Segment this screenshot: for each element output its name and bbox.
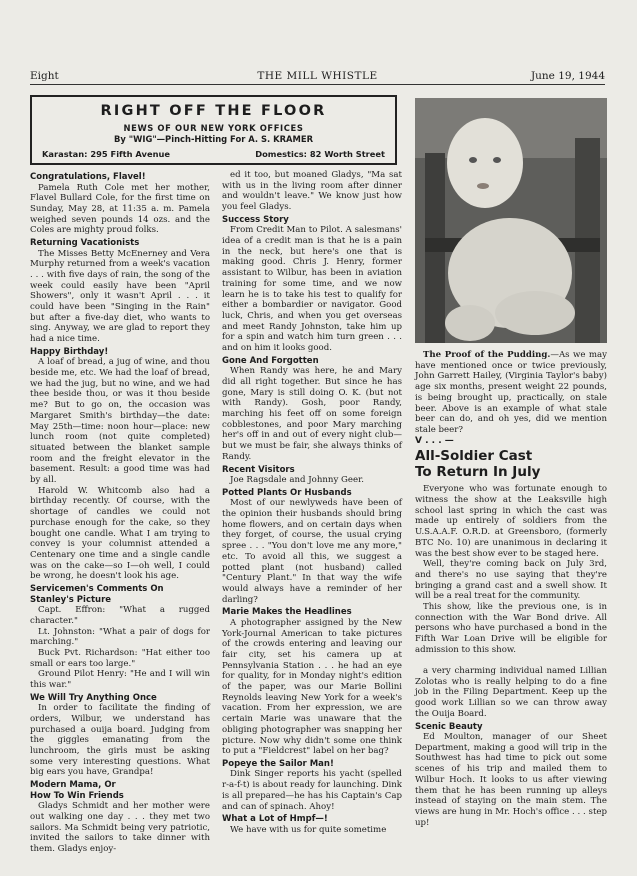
paragraph: The Misses Betty McEnerney and Vera Murphy returned from a week's vacation . . . with five days of rain, the song of the week could easily have been "April Showers", only it wasn't April . . . it could have been "Singing in the Rain" but after a five-day diet, who wants to sing. Anyway, we are glad to report they had a nice time. — [30, 248, 210, 345]
column-subtitle: NEWS OF OUR NEW YORK OFFICES — [123, 123, 304, 133]
section-heading — [30, 238, 210, 249]
section-heading — [222, 759, 402, 770]
paragraph: In order to facilitate the finding of orders, Wilbur, we understand has purchased a ouija board. Judging from the giggles emanating from the lunchroom, the girls must be asking some very interesting questions. What big ears you have, Grandpa! — [30, 703, 210, 778]
article-headline — [415, 448, 607, 480]
issue-date: June 19, 1944 — [530, 70, 605, 82]
photo-caption — [415, 350, 607, 436]
section-heading — [30, 584, 210, 605]
paragraph: Buck Pvt. Richardson: "Hat either too small or ears too large." — [30, 647, 210, 669]
section-heading — [30, 780, 210, 801]
paragraph: Pamela Ruth Cole met her mother, Flavel Bullard Cole, for the first time on Sunday, May 28, at 11:35 a. m. Pamela weighed seven pounds 14 ozs. and the Coles are mighty proud folks. — [30, 182, 210, 236]
paragraph: Ed Moulton, manager of our Sheet Department, making a good will trip in the Southwest has had time to pick out some scenes of his trip and mailed them to Wilbur Hoch. It looks to us after viewing them that he has been running up alleys instead of staying on the main stem. The views are hung in Mr. Hoch's office . . . step up! — [415, 732, 607, 828]
caption-text: —As we may have mentioned once or twice previously, John Garrett Hailey, (Virginia Taylor's baby) age six months, present weight 22 pounds, is being brought up, practically, on stale beer. Above is an example of what stale beer can do, and oh yes, did we mention stale beer? — [415, 350, 607, 435]
paragraph: Ground Pilot Henry: "He and I will win this war." — [30, 669, 210, 691]
heading-line: Gone And Forgotten — [222, 355, 319, 366]
paragraph: We have with us for quite sometime — [230, 824, 387, 835]
newspaper-name: THE MILL WHISTLE — [257, 70, 378, 82]
headline-line-1: All-Soldier Cast — [415, 448, 533, 465]
section-heading — [222, 814, 402, 825]
heading-line: Recent Visitors — [222, 464, 295, 475]
caption-lead: The Proof of the Pudding. — [423, 350, 551, 360]
heading-line: Marie Makes the Headlines — [222, 607, 352, 618]
heading-line: Servicemen's Comments On — [30, 584, 164, 595]
paragraph: a very charming individual named Lillian Zolotas who is really helping to do a fine job in the Filing Department. Keep up the good work Lillian so we can throw away the Ouija Board. — [415, 666, 607, 719]
section-heading — [222, 215, 402, 226]
heading-line: Potted Plants Or Husbands — [222, 487, 352, 498]
article-paragraph: Everyone who was fortunate enough to witness the show at the Leaksville high school last spring in which the cast was made up entirely of soldiers from the U.S.A.A.F. O.R.D. at Greensboro, (formerly BTC No. 10) are unanimous in declaring it was the best show ever to be staged here. — [415, 484, 607, 559]
column-title: RIGHT OFF THE FLOOR — [100, 103, 327, 119]
heading-line: Congratulations, Flavel! — [30, 172, 146, 182]
article-separator: V . . . — — [415, 435, 454, 446]
paragraph: Harold W. Whitcomb also had a birthday recently. Of course, with the shortage of candles we could not purchase enough for the cake, so they bought one candle. What I am trying to convey is your columnist attended a Centenary one time and a single candle was on the cake—so I—oh well, I could be wrong, he doesn't look his age. — [30, 485, 210, 582]
text-column-2 — [222, 170, 402, 835]
heading-line: Returning Vacationists — [30, 238, 140, 249]
section-heading — [222, 356, 402, 367]
section-heading — [30, 172, 210, 183]
headline-line-2: To Return In July — [415, 464, 541, 481]
section-heading — [30, 693, 210, 704]
section-heading — [30, 347, 210, 358]
paragraph: Capt. Effron: "What a rugged character." — [30, 605, 210, 626]
heading-line: Scenic Beauty — [415, 721, 483, 732]
page-number: Eight — [30, 70, 59, 82]
paragraph: From Credit Man to Pilot. A salesmans' idea of a credit man is that he is a pain in the neck, but here's one that is making good. Chris J. Henry, former assistant to Wilbur, has been in aviation training for some time, and we now learn he is to take his test to qualify for either a bombardier or navigator. Good luck, Chris, and when you get overseas and meet Randy Johnston, take him up for a spin and watch him turn green . . . and on him it looks good. — [222, 225, 402, 354]
paragraph: A photographer assigned by the New York-Journal American to take pictures of the crowds entering and leaving our fair city, set his camera up at Pennsylvania Station . . . he had an eye for quality, for in Monday night's edition of the paper, was our Marie Bollini Reynolds leaving New York for a week's vacation. From her expression, we are certain Marie was unaware that the obliging photographer was snapping her picture. Now why didn't some one think to put a "Fieldcrest" label on her bag? — [222, 617, 402, 757]
page-header — [30, 70, 605, 85]
article-paragraph: This show, like the previous one, is in connection with the War Bond drive. All persons who have purchased a bond in the Fifth War Loan Drive will be eligible for admission to this show. — [415, 602, 607, 655]
article-paragraph: Well, they're coming back on July 3rd, and there's no use saying that they're bringing a grand cast and a swell show. It will be a real treat for the community. — [415, 559, 607, 602]
heading-line: Modern Mama, Or — [30, 780, 116, 791]
photo-caption-and-article — [415, 350, 607, 656]
heading-line: Stanley's Picture — [30, 594, 112, 605]
baby-photo-image — [415, 98, 607, 343]
karastan-address: Karastan: 295 Fifth Avenue — [42, 149, 171, 159]
heading-line: Success Story — [222, 214, 289, 225]
paragraph: ed it too, but moaned Gladys, "Ma sat with us in the living room after dinner and wouldn't leave." We know just how you feel Gladys. — [222, 170, 402, 213]
paragraph: Dink Singer reports his yacht (spelled r-a-f-t) is about ready for launching. Dink is all prepared—he has his Captain's Cap and can of spinach. Ahoy! — [222, 769, 402, 812]
section-heading — [222, 465, 402, 476]
paragraph: When Randy was here, he and Mary did all right together. But since he has gone, Mary is still doing O. K. (but not with Randy). Gosh, poor Randy, marching his feet off on some foreign cobblestones, and poor Mary marching her's off in and out of every night club—but we must be fair, she always thinks of Randy. — [222, 366, 402, 462]
paragraph: Most of our newlyweds have been of the opinion their husbands should bring home flowers, and on certain days when they forget, of course, the usual crying spree . . . "You don't love me any more," etc. To avoid all this, we suggest a potted plant (not husband) called "Century Plant." In that way the wife would always have a reminder of her darling? — [222, 498, 402, 605]
heading-line: How To Win Friends — [30, 790, 124, 801]
paragraph: Joe Ragsdale and Johnny Geer. — [230, 475, 364, 486]
paragraph: A loaf of bread, a jug of wine, and thou beside me, etc. We had the loaf of bread, we had the jug, but no wine, and we had thee beside thou, or was it thou beside me? But to go on, the occasion was Margaret Smith's birthday—the date: May 25th—time: noon hour—place: new lunch room (not quite completed) situated between the blanket sample room and the freight elevator in the basement. Result: a good time was had by all. — [30, 357, 210, 486]
column-byline: By "WIG"—Pinch-Hitting For A. S. KRAMER — [113, 134, 314, 144]
text-column-4 — [415, 666, 607, 828]
column-masthead — [30, 95, 397, 165]
text-column-1 — [30, 170, 210, 855]
heading-line: We Will Try Anything Once — [30, 692, 157, 703]
baby-photo — [415, 98, 607, 343]
heading-line: Popeye the Sailor Man! — [222, 758, 334, 769]
section-heading — [415, 722, 607, 733]
section-heading — [222, 607, 402, 618]
paragraph: Lt. Johnston: "What a pair of dogs for marching." — [30, 626, 210, 648]
section-heading — [222, 488, 402, 499]
domestics-address: Domestics: 82 Worth Street — [255, 149, 385, 159]
heading-line: Happy Birthday! — [30, 346, 109, 357]
heading-line: What a Lot of Hmpf—! — [222, 814, 328, 825]
paragraph: Gladys Schmidt and her mother were out walking one day . . . they met two sailors. Ma Schmidt being very patriotic, invited the sailors to take dinner with them. Gladys enjoy- — [30, 801, 210, 854]
